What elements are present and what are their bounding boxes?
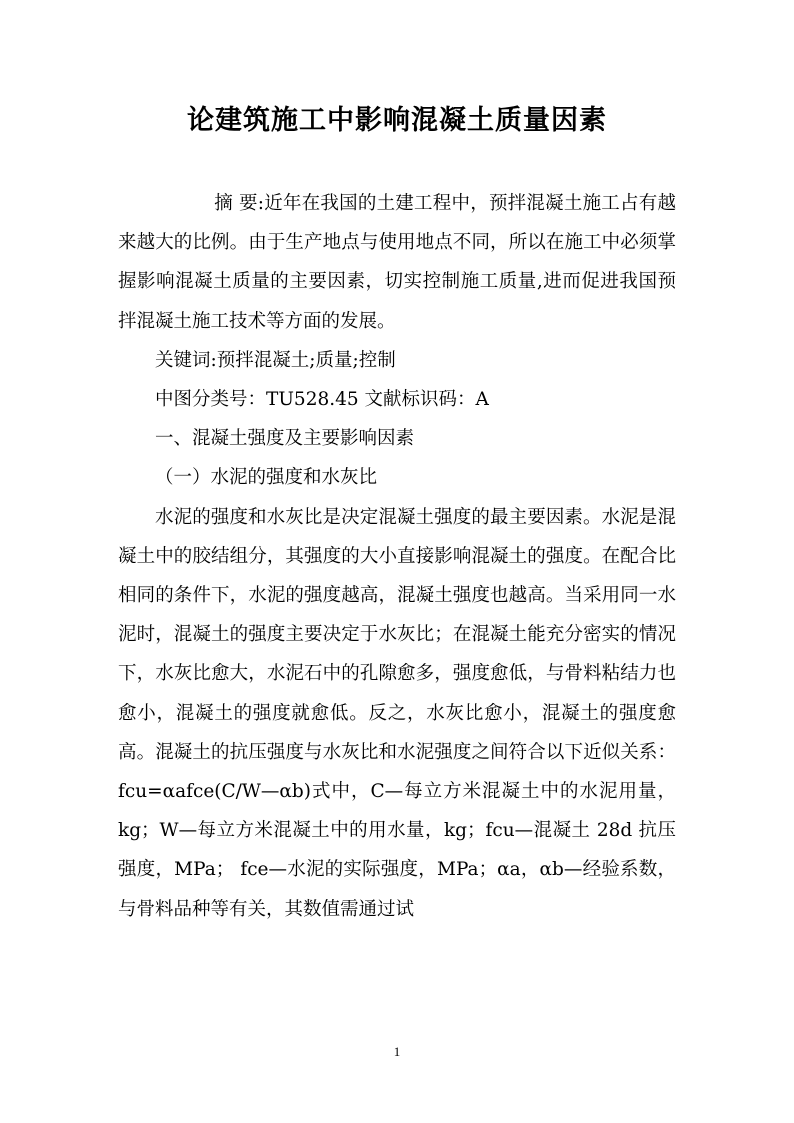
section-heading: 一、混凝土强度及主要影响因素 — [155, 428, 415, 450]
body-paragraph: 水泥的强度和水灰比是决定混凝土强度的最主要因素。水泥是混凝土中的胶结组分，其强度的大小直接影响混凝土的强度。在配合比相同的条件下，水泥的强度越高，混凝土强度也越高。当采用同一水泥时，混凝土的强度主要决定于水灰比；在混凝土能充分密实的情况下，水灰比愈大，水泥石中的孔隙愈多，强度愈低，与骨料粘结力也愈小，混凝土的强度就愈低。反之，水灰比愈小，混凝土的强度愈高。混凝土的抗压强度与水灰比和水泥强度之间符合以下近似关系：fcu=αafce(C/W—αb)式中，C—每立方米混凝土中的水泥用量，kg；W—每立方米混凝土中的用水量，kg；fcu—混凝土 28d 抗压强度，MPa； fce—水泥的实际强度，MPa；αa，αb—经验系数，与骨料品种等有关，其数值需通过试 — [118, 506, 676, 920]
document-body — [118, 184, 676, 929]
subsection-heading: （一）水泥的强度和水灰比 — [155, 467, 378, 489]
page-number: 1 — [393, 1044, 401, 1059]
abstract-paragraph: 摘 要:近年在我国的土建工程中，预拌混凝土施工占有越来越大的比例。由于生产地点与使用地点不同，所以在施工中必须掌握影响混凝土质量的主要因素，切实控制施工质量,进而促进我国预拌混凝土施工技术等方面的发展。 — [118, 193, 676, 332]
classification-line: 中图分类号：TU528.45 文献标识码：A — [155, 389, 489, 411]
document-title: 论建筑施工中影响混凝土质量因素 — [187, 105, 607, 136]
keywords-line: 关键词:预拌混凝土;质量;控制 — [155, 349, 396, 371]
